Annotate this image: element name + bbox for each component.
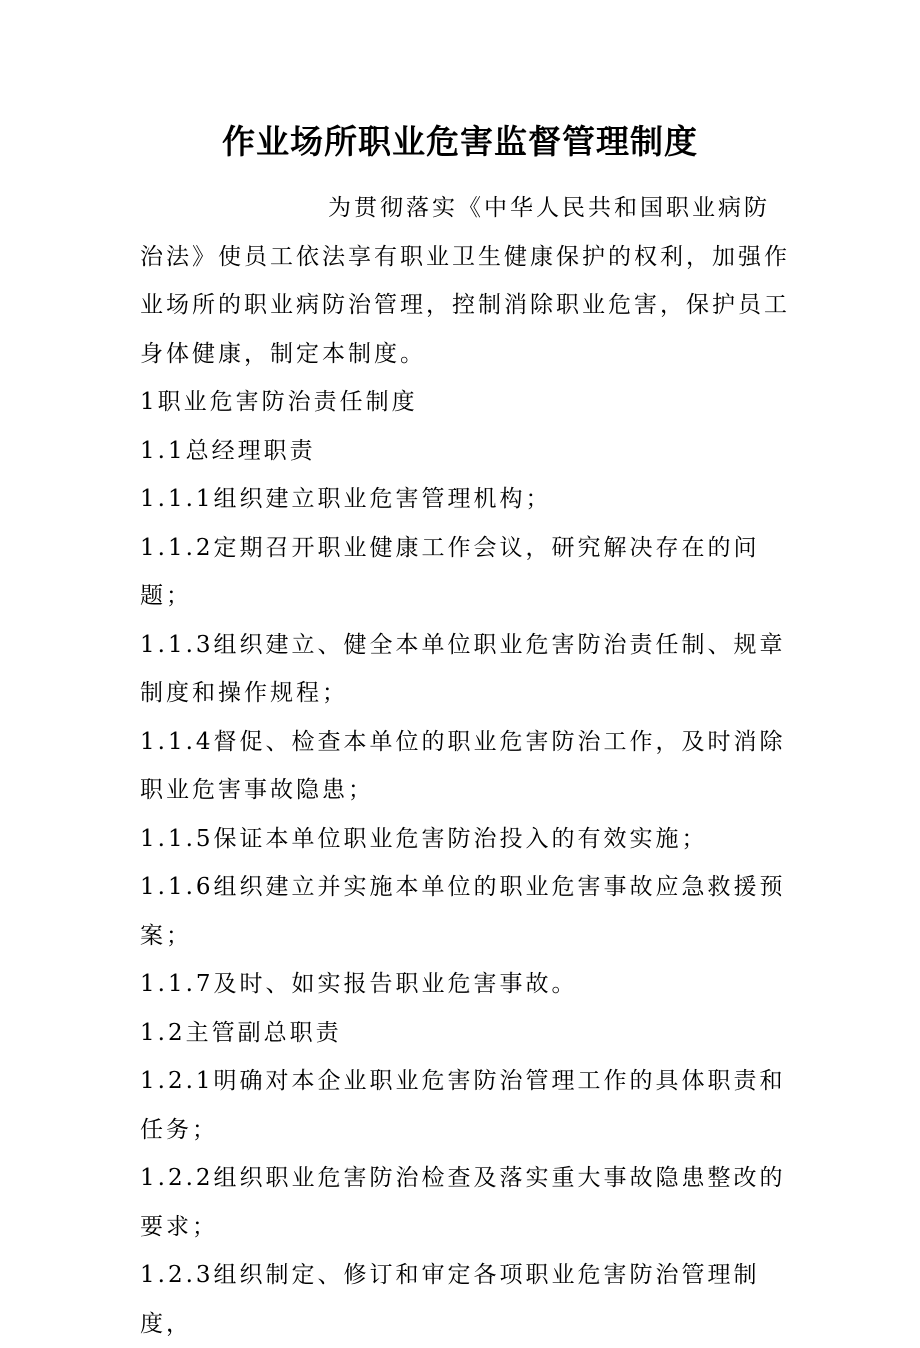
clause-1-1-5: 1.1.5保证本单位职业危害防治投入的有效实施； bbox=[140, 825, 708, 852]
intro-paragraph: 为贯彻落实《中华人民共和国职业病防治法》使员工依法享有职业卫生健康保护的权利，加强作业场所的职业病防治管理，控制消除职业危害，保护员工身体健康，制定本制度。 bbox=[140, 195, 790, 367]
clause-1-1-7: 1.1.7及时、如实报告职业危害事故。 bbox=[140, 971, 578, 997]
clause-1-2-3: 1.2.3组织制定、修订和审定各项职业危害防治管理制度， bbox=[140, 1262, 760, 1337]
clause-1-1-6: 1.1.6组织建立并实施本单位的职业危害事故应急救援预案； bbox=[140, 874, 786, 949]
section-heading-1: 1职业危害防治责任制度 bbox=[140, 389, 418, 415]
clause-1-1-1: 1.1.1组织建立职业危害管理机构； bbox=[140, 486, 552, 512]
clause-1-1-3: 1.1.3组织建立、健全本单位职业危害防治责任制、规章制度和操作规程； bbox=[140, 631, 786, 706]
document-title: 作业场所职业危害监督管理制度 bbox=[222, 122, 698, 161]
clause-1-1-2: 1.1.2定期召开职业健康工作会议，研究解决存在的问题； bbox=[140, 534, 760, 609]
clause-1-2-2: 1.2.2组织职业危害防治检查及落实重大事故隐患整改的要求； bbox=[140, 1165, 786, 1240]
clause-1-2-1: 1.2.1明确对本企业职业危害防治管理工作的具体职责和任务； bbox=[140, 1068, 786, 1143]
section-heading-1-2: 1.2主管副总职责 bbox=[140, 1019, 342, 1046]
clause-1-1-4: 1.1.4督促、检查本单位的职业危害防治工作，及时消除职业危害事故隐患； bbox=[140, 728, 786, 803]
section-heading-1-1: 1.1总经理职责 bbox=[140, 437, 316, 464]
document-body bbox=[140, 184, 790, 1348]
